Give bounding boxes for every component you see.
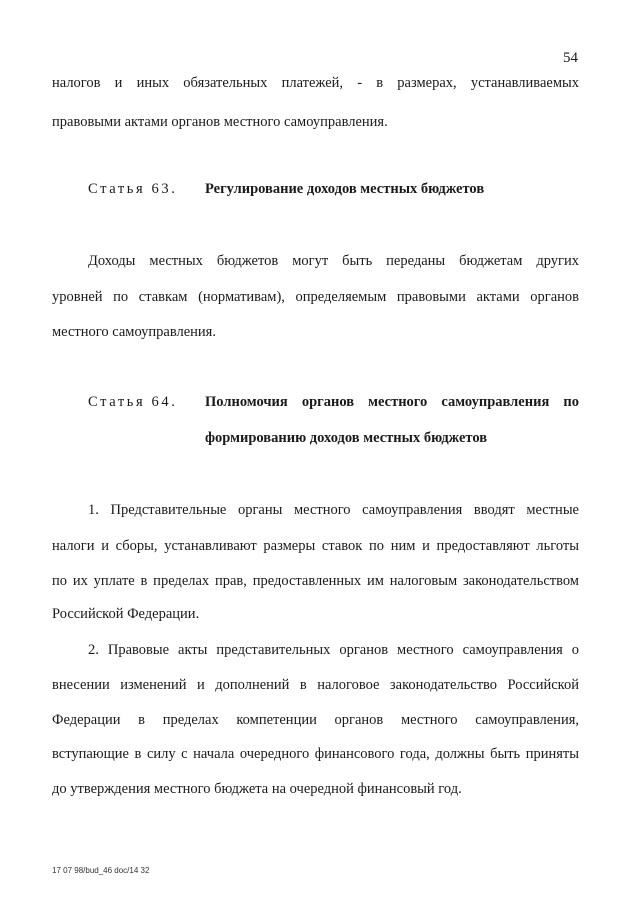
page-number: 54 <box>563 50 578 66</box>
article-64-p1-line-1: 1. Представительные органы местного самоуправления вводят местные <box>88 502 579 518</box>
article-64-p2-line-1: 2. Правовые акты представительных органов местного самоуправления о <box>88 642 579 658</box>
article-64-p2-line-5: до утверждения местного бюджета на очередной финансовый год. <box>52 781 462 797</box>
footer-file-reference: 17 07 98/bud_46 doc/14 32 <box>52 866 150 875</box>
article-63-line-2: уровней по ставкам (нормативам), определяемым правовыми актами органов <box>52 289 579 305</box>
article-64-p1-line-3: по их уплате в пределах прав, предоставленных им налоговым законодательством <box>52 573 579 589</box>
article-64-p1-line-2: налоги и сборы, устанавливают размеры ставок по ним и предоставляют льготы <box>52 538 579 554</box>
article-64-p1-line-4: Российской Федерации. <box>52 606 200 622</box>
article-63-line-1: Доходы местных бюджетов могут быть переданы бюджетам других <box>88 253 579 269</box>
article-64-title-line-2: формированию доходов местных бюджетов <box>205 430 488 446</box>
article-63-title: Регулирование доходов местных бюджетов <box>205 181 485 197</box>
article-64-p2-line-3: Федерации в пределах компетенции органов местного самоуправления, <box>52 712 579 728</box>
intro-line-2: правовыми актами органов местного самоуправления. <box>52 114 388 130</box>
article-64-label: Статья 64. <box>88 394 178 410</box>
article-64-title-line-1: Полномочия органов местного самоуправления по <box>205 394 579 410</box>
article-64-p2-line-4: вступающие в силу с начала очередного финансового года, должны быть приняты <box>52 746 579 762</box>
article-63-line-3: местного самоуправления. <box>52 324 216 340</box>
article-63-label: Статья 63. <box>88 181 178 197</box>
intro-line-1: налогов и иных обязательных платежей, - в размерах, устанавливаемых <box>52 75 579 91</box>
article-64-p2-line-2: внесении изменений и дополнений в налоговое законодательство Российской <box>52 677 579 693</box>
